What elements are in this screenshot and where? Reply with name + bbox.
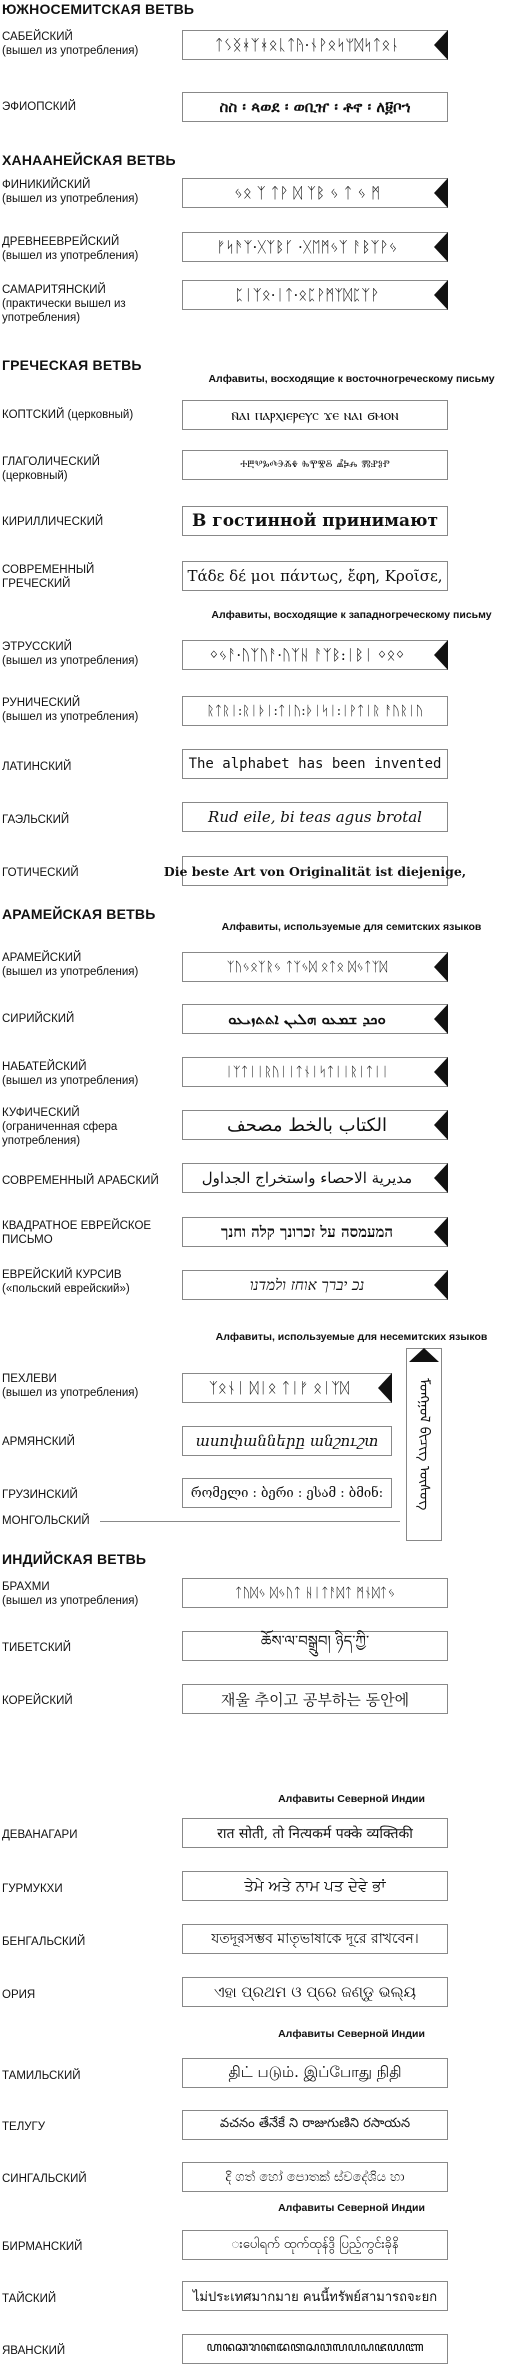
sample-sabaean: ᛏᛊᛝᚼᛉᚼᛟᚳᛏᚤ·ᚾᚹᛟᛋᛘᛞᛋᛏᛟᚿ bbox=[182, 30, 448, 60]
label-glagolitic: ГЛАГОЛИЧЕСКИЙ (церковный) bbox=[2, 456, 100, 482]
label-brahmi: БРАХМИ (вышел из употребления) bbox=[2, 1581, 139, 1607]
label-sabaean: САБЕЙСКИЙ (вышел из употребления) bbox=[2, 31, 139, 57]
sample-modern-greek: Τάδε δέ μοι πάντως, ἔφη, Κροῖσε, bbox=[182, 561, 448, 591]
sample-mongolian: ᠮᠣᠩᠭᠣᠯ ᠪᠢᠴᠢᠭ ᠦᠰᠦᠭ bbox=[406, 1348, 442, 1541]
label-mongolian: МОНГОЛЬСКИЙ bbox=[2, 1515, 90, 1527]
sample-cyrillic: В гостинной принимают bbox=[182, 506, 448, 536]
sample-korean: 재울 추이고 공부하는 동안에 bbox=[182, 1684, 448, 1714]
sample-square-hebrew: המעמסה על זכרונך קלה וחנך bbox=[182, 1217, 448, 1247]
sample-burmese: းပေါရက် ထုက်ထုန်ဒွိ ပြည့်ကွင်းခိုနိ bbox=[182, 2230, 448, 2260]
subhead-west-greek: Алфавиты, восходящие к западногреческому письму bbox=[211, 609, 492, 621]
rtl-arrow-icon bbox=[434, 1110, 448, 1140]
rtl-arrow-icon bbox=[434, 1057, 448, 1087]
rtl-arrow-icon bbox=[434, 232, 448, 262]
label-runic: РУНИЧЕСКИЙ (вышел из употребления) bbox=[2, 697, 139, 723]
rtl-arrow-icon bbox=[434, 280, 448, 310]
sample-old-hebrew: ᚠᛋᚫᛉ·ᚷᛉᛒᚴ ·ᚷᛖᛗᛃᛉ ᚨᛒᛉᚹᛃ bbox=[182, 232, 448, 262]
subhead-north-india-2: Алфавиты Северной Индии bbox=[278, 2028, 425, 2040]
sample-brahmi: ᛏᚢᛞᛃ ᛞᛃᚢᛏ ᚺᛁᛏᚨᛞᛏ ᛗᚾᛞᛏᛃ bbox=[182, 1578, 448, 1608]
label-modern-greek: СОВРЕМЕННЫЙ ГРЕЧЕСКИЙ bbox=[2, 564, 95, 590]
label-old-hebrew: ДРЕВНЕЕВРЕЙСКИЙ (вышел из употребления) bbox=[2, 236, 139, 262]
rtl-arrow-icon bbox=[378, 1373, 392, 1403]
label-gurmukhi: ГУРМУКХИ bbox=[2, 1883, 63, 1895]
sample-georgian: რომელი : ბერი : ესამ : ბმინ: bbox=[182, 1478, 392, 1508]
sample-thai: ไม่ประเทศมากมาย คนนี้ทรัพย์สามารถจะยก bbox=[182, 2281, 448, 2311]
sample-telugu: వచనం తేనేకే ని రాజుగుణిని రసాయన bbox=[182, 2110, 448, 2140]
section-header-aramaic: АРАМЕЙСКАЯ ВЕТВЬ bbox=[2, 906, 156, 922]
label-cyrillic: КИРИЛЛИЧЕСКИЙ bbox=[2, 516, 104, 528]
label-latin: ЛАТИНСКИЙ bbox=[2, 761, 72, 773]
sample-devanagari: रात सोती, तो नित्यकर्म पक्के व्यक्तिकी bbox=[182, 1818, 448, 1848]
sample-etruscan: ᛜᛃᚨ·ᚢᛉᚢᚨ·ᚢᛉᚺ ᚨᛉᛒ:ᛁᛒᛁ ᛜᛟᛜ bbox=[182, 640, 448, 670]
label-burmese: БИРМАНСКИЙ bbox=[2, 2241, 83, 2253]
sample-tamil: திட் படும். இப்போது நிதி bbox=[182, 2058, 448, 2088]
label-thai: ТАЙСКИЙ bbox=[2, 2293, 57, 2305]
rtl-arrow-icon bbox=[434, 1270, 448, 1300]
sample-coptic: ⲛ̄ⲁⲓ ⲡⲁⲣⲭⲓⲉⲣⲉⲩⲥ ϫⲉ ⲛⲁⲓ ϭⲙⲟⲛ bbox=[182, 400, 448, 430]
label-bengali: БЕНГАЛЬСКИЙ bbox=[2, 1936, 86, 1948]
down-arrow-icon bbox=[409, 1348, 439, 1362]
label-pahlavi: ПЕХЛЕВИ (вышел из употребления) bbox=[2, 1373, 139, 1399]
label-hebrew-cursive: ЕВРЕЙСКИЙ КУРСИВ («польский еврейский») bbox=[2, 1269, 130, 1295]
label-korean: КОРЕЙСКИЙ bbox=[2, 1695, 73, 1707]
section-header-south-semitic: ЮЖНОСЕМИТСКАЯ ВЕТВЬ bbox=[2, 1, 195, 17]
label-armenian: АРМЯНСКИЙ bbox=[2, 1436, 75, 1448]
sample-ethiopic: ስስ ፡ ጳወደ ፡ ወቢዠ ፡ ቶኖ ፡ ለ፱ቦኀ bbox=[182, 92, 448, 122]
sample-phoenician: ᛃᛟ ᛉ ᛏᚹ ᛞ ᛉᛒ ᛃ ᛏ ᛃ ᛗ bbox=[182, 178, 448, 208]
label-kufic: КУФИЧЕСКИЙ (ограниченная сфера употребления) bbox=[2, 1107, 118, 1147]
label-tibetan: ТИБЕТСКИЙ bbox=[2, 1642, 72, 1654]
sample-samaritan: ᛈᛁᛉᛟ·ᛁᛏ·ᛟᛈᚹᛗᛉᛞᛈᛉᚹ bbox=[182, 280, 448, 310]
label-javanese: ЯВАНСКИЙ bbox=[2, 2345, 66, 2357]
rtl-arrow-icon bbox=[434, 1217, 448, 1247]
rtl-arrow-icon bbox=[434, 30, 448, 60]
sample-gaelic: Rud eile, bi teas agus brotal bbox=[182, 802, 448, 832]
label-telugu: ТЕЛУГУ bbox=[2, 2121, 46, 2133]
sample-aramaic: ᛉᚢᛃᛟᛉᚱᛃ ᛏᛉᛃᛞ ᛟᛏᛟ ᛞᛃᛏᛉᛞ bbox=[182, 952, 448, 982]
sample-hebrew-cursive: נכ יברך אוחז ולמדנו bbox=[182, 1270, 448, 1300]
label-modern-arabic: СОВРЕМЕННЫЙ АРАБСКИЙ bbox=[2, 1175, 159, 1187]
label-square-hebrew: КВАДРАТНОЕ ЕВРЕЙСКОЕ ПИСЬМО bbox=[2, 1220, 152, 1246]
sample-latin: The alphabet has been invented bbox=[182, 749, 448, 779]
sample-armenian: ասոփանները անշուշտ bbox=[182, 1426, 392, 1456]
label-oriya: ОРИЯ bbox=[2, 1989, 36, 2001]
label-devanagari: ДЕВАНАГАРИ bbox=[2, 1829, 78, 1841]
sample-glagolitic: ⰰⰱⰲⰳⰴⰵⰶⰷ ⰸⰹⰺⰻ ⰼⰽⰾ ⰿⱀⱁⱂ bbox=[182, 450, 448, 480]
rtl-arrow-icon bbox=[434, 178, 448, 208]
label-coptic: КОПТСКИЙ (церковный) bbox=[2, 409, 134, 421]
subhead-east-greek: Алфавиты, восходящие к восточногреческому письму bbox=[208, 373, 495, 385]
label-sinhala: СИНГАЛЬСКИЙ bbox=[2, 2173, 87, 2185]
section-header-greek: ГРЕЧЕСКАЯ ВЕТВЬ bbox=[2, 357, 142, 373]
label-gaelic: ГАЭЛЬСКИЙ bbox=[2, 814, 70, 826]
sample-syriac: ܘܟܕ ܫܡܥܘ ܗܠܝܢ ܐܬܬܙܝܥܘ bbox=[182, 1004, 448, 1034]
label-aramaic: АРАМЕЙСКИЙ (вышел из употребления) bbox=[2, 952, 139, 978]
label-etruscan: ЭТРУССКИЙ (вышел из употребления) bbox=[2, 641, 139, 667]
label-nabataean: НАБАТЕЙСКИЙ (вышел из употребления) bbox=[2, 1061, 139, 1087]
sample-tibetan: ཆོས་ལ་བསྒྲུབ། ཉིད་ཀྱི་ bbox=[182, 1631, 448, 1661]
label-phoenician: ФИНИКИЙСКИЙ (вышел из употребления) bbox=[2, 179, 139, 205]
sample-runic: ᚱᛏᚱᛁ:ᚱᛁᚦᛁ:ᛏᛁᚢ:ᚦᛁᛋᛁ:ᛁᚹᛏᛁᚱ ᚨᚢᚱᛁᚢ bbox=[182, 696, 448, 726]
sample-gurmukhi: ਤੇਮੇ ਅਤੇ ਨਾਮ ਪਤ ਦੇਵੇ ਭਾਂ bbox=[182, 1871, 448, 1901]
subhead-non-semitic-langs: Алфавиты, используемые для несемитских языков bbox=[215, 1331, 488, 1343]
label-samaritan: САМАРИТЯНСКИЙ (практически вышел из употребления) bbox=[2, 284, 126, 324]
label-gothic: ГОТИЧЕСКИЙ bbox=[2, 867, 79, 879]
rtl-arrow-icon bbox=[434, 640, 448, 670]
sample-nabataean: ᛁᛉᛏᛁᛁᚱᚢᛁᛁᛏᚾᛁᛋᛏᛁᛁᚱᛁᛏᛁᛁ bbox=[182, 1057, 448, 1087]
sample-kufic: الكتاب بالخط مصحف bbox=[182, 1110, 448, 1140]
mongolian-leader-line bbox=[100, 1521, 400, 1522]
section-header-indian: ИНДИЙСКАЯ ВЕТВЬ bbox=[2, 1551, 147, 1567]
sample-oriya: ଏହା ପ୍ରଥମ ଓ ପ୍ରେ ଜଣ୍ଡୁ ଭଲ୍ୟ bbox=[182, 1977, 448, 2007]
label-ethiopic: ЭФИОПСКИЙ bbox=[2, 101, 77, 113]
sample-sinhala: දි ගත් හෝ පොතක් ස්වදේශිය හා bbox=[182, 2162, 448, 2192]
sample-bengali: যতদূরসম্ভব মাতৃভাষাকে দূরে রাখবেন। bbox=[182, 1924, 448, 1954]
label-syriac: СИРИЙСКИЙ bbox=[2, 1013, 75, 1025]
label-tamil: ТАМИЛЬСКИЙ bbox=[2, 2070, 81, 2082]
sample-modern-arabic: مديرية الاحصاء واستخراج الجداول bbox=[182, 1163, 448, 1193]
rtl-arrow-icon bbox=[434, 952, 448, 982]
subhead-north-india-3: Алфавиты Северной Индии bbox=[278, 2202, 425, 2214]
sample-pahlavi: ᛉᛟᚾᛁ ᛞᛁᛟ ᛏᛁᚠ ᛟᛁᛉᛞ bbox=[182, 1373, 392, 1403]
sample-gothic: Die beste Art von Originalität ist diejenige, bbox=[182, 856, 448, 886]
subhead-semitic-langs: Алфавиты, используемые для семитских языков bbox=[221, 921, 482, 933]
label-georgian: ГРУЗИНСКИЙ bbox=[2, 1489, 78, 1501]
rtl-arrow-icon bbox=[434, 1004, 448, 1034]
rtl-arrow-icon bbox=[434, 1163, 448, 1193]
sample-javanese: ꦲꦤꦕꦫꦏꦢꦠꦱꦮꦭꦥꦝꦗꦪꦚ bbox=[182, 2334, 448, 2364]
subhead-north-india-1: Алфавиты Северной Индии bbox=[278, 1793, 425, 1805]
section-header-canaanite: ХАНААНЕЙСКАЯ ВЕТВЬ bbox=[2, 152, 176, 168]
